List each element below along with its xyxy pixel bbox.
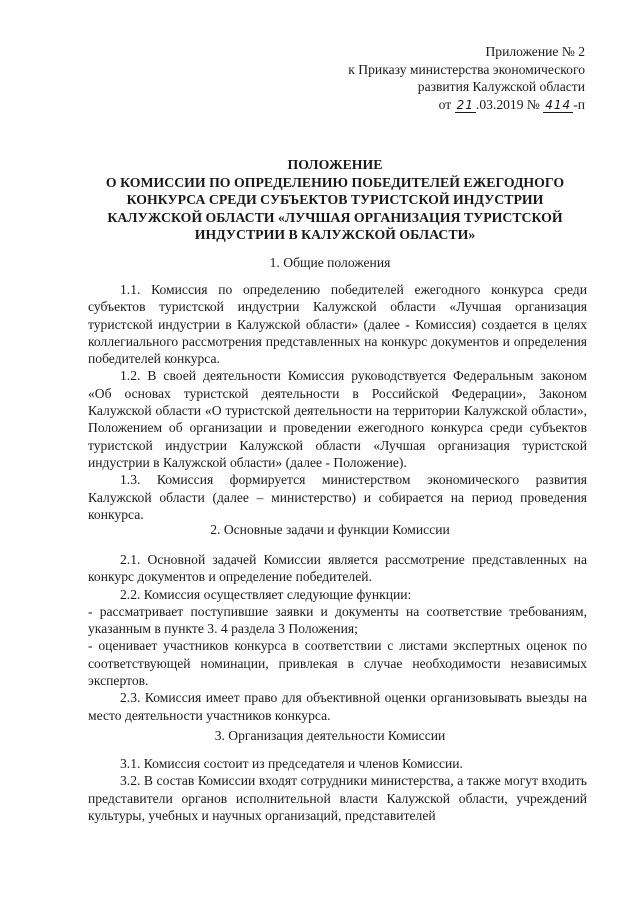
section-body-3 (88, 755, 587, 824)
section-heading-3: 3. Организация деятельности Комиссии (214, 728, 446, 743)
section-heading-1: 1. Общие положения (269, 255, 391, 270)
paragraph: - оценивает участников конкурса в соответствии с листами экспертных оценок по соответствующей номинации, привлекая в случае необходимости независимых экспертов. (88, 638, 587, 689)
title-line-5: ИНДУСТРИИ В КАЛУЖСКОЙ ОБЛАСТИ» (194, 227, 476, 242)
section-heading-2: 2. Основные задачи и функции Комиссии (210, 522, 450, 537)
paragraph: 1.1. Комиссия по определению победителей ежегодного конкурса среди субъектов туристской индустрии Калужской области «Лучшая организация туристской индустрии в Калужской области» (далее - Комиссия) создается в целях коллегиального рассмотрения представленных на конкурс документов и определения победителей конкурса. (88, 282, 587, 367)
section-body-2 (88, 551, 587, 724)
order-date-line (348, 96, 585, 114)
title-line-4: КАЛУЖСКОЙ ОБЛАСТИ «ЛУЧШАЯ ОРГАНИЗАЦИЯ ТУРИСТСКОЙ (107, 209, 563, 225)
appendix-number: Приложение № 2 (485, 44, 585, 59)
order-reference: к Приказу министерства экономического (348, 61, 585, 77)
order-suffix: -п (573, 96, 585, 112)
paragraph: 2.3. Комиссия имеет право для объективной оценки организовывать выезды на место деятельности участников конкурса. (88, 690, 587, 723)
handwritten-day: 21 (456, 97, 474, 112)
paragraph: 2.2. Комиссия осуществляет следующие функции: (120, 586, 412, 602)
title-line-3: КОНКУРСА СРЕДИ СУБЪЕКТОВ ТУРИСТСКОЙ ИНДУСТРИИ (126, 192, 544, 207)
paragraph: 1.3. Комиссия формируется министерством экономического развития Калужской области (далее – министерство) и собирается на период проведения конкурса. (88, 472, 587, 522)
title-line-2: О КОМИССИИ ПО ОПРЕДЕЛЕНИЮ ПОБЕДИТЕЛЕЙ ЕЖЕГОДНОГО (105, 174, 565, 190)
paragraph: 3.1. Комиссия состоит из председателя и членов Комиссии. (120, 756, 463, 771)
paragraph: - рассматривает поступившие заявки и документы на соответствие требованиям, указанным в пункте 3. 4 раздела 3 Положения; (88, 603, 587, 637)
date-prefix: от (438, 96, 452, 112)
appendix-header (348, 43, 585, 113)
title-line-1: ПОЛОЖЕНИЕ (287, 157, 383, 172)
date-rest: .03.2019 № (475, 96, 540, 112)
paragraph: 3.2. В состав Комиссии входят сотрудники министерства, а также могут входить представители органов исполнительной власти Калужской области, учреждений культуры, учебных и научных организаций, представителей (88, 773, 587, 823)
ministry-name: развития Калужской области (417, 79, 585, 94)
paragraph: 2.1. Основной задачей Комиссии является рассмотрение представленных на конкурс документов и определение победителей. (88, 552, 587, 585)
document-title (70, 156, 600, 244)
paragraph: 1.2. В своей деятельности Комиссия руководствуется Федеральным законом «Об основах туристской деятельности в Российской Федерации», Законом Калужской области «О туристской деятельности на территории Калужской области», Положением об организации и проведении ежегодного конкурса среди субъектов туристской индустрии Калужской области «Лучшая организация туристской индустрии в Калужской области» (далее - Положение). (88, 368, 587, 470)
section-body-1 (88, 281, 587, 523)
handwritten-order-number: 414 (545, 97, 572, 112)
